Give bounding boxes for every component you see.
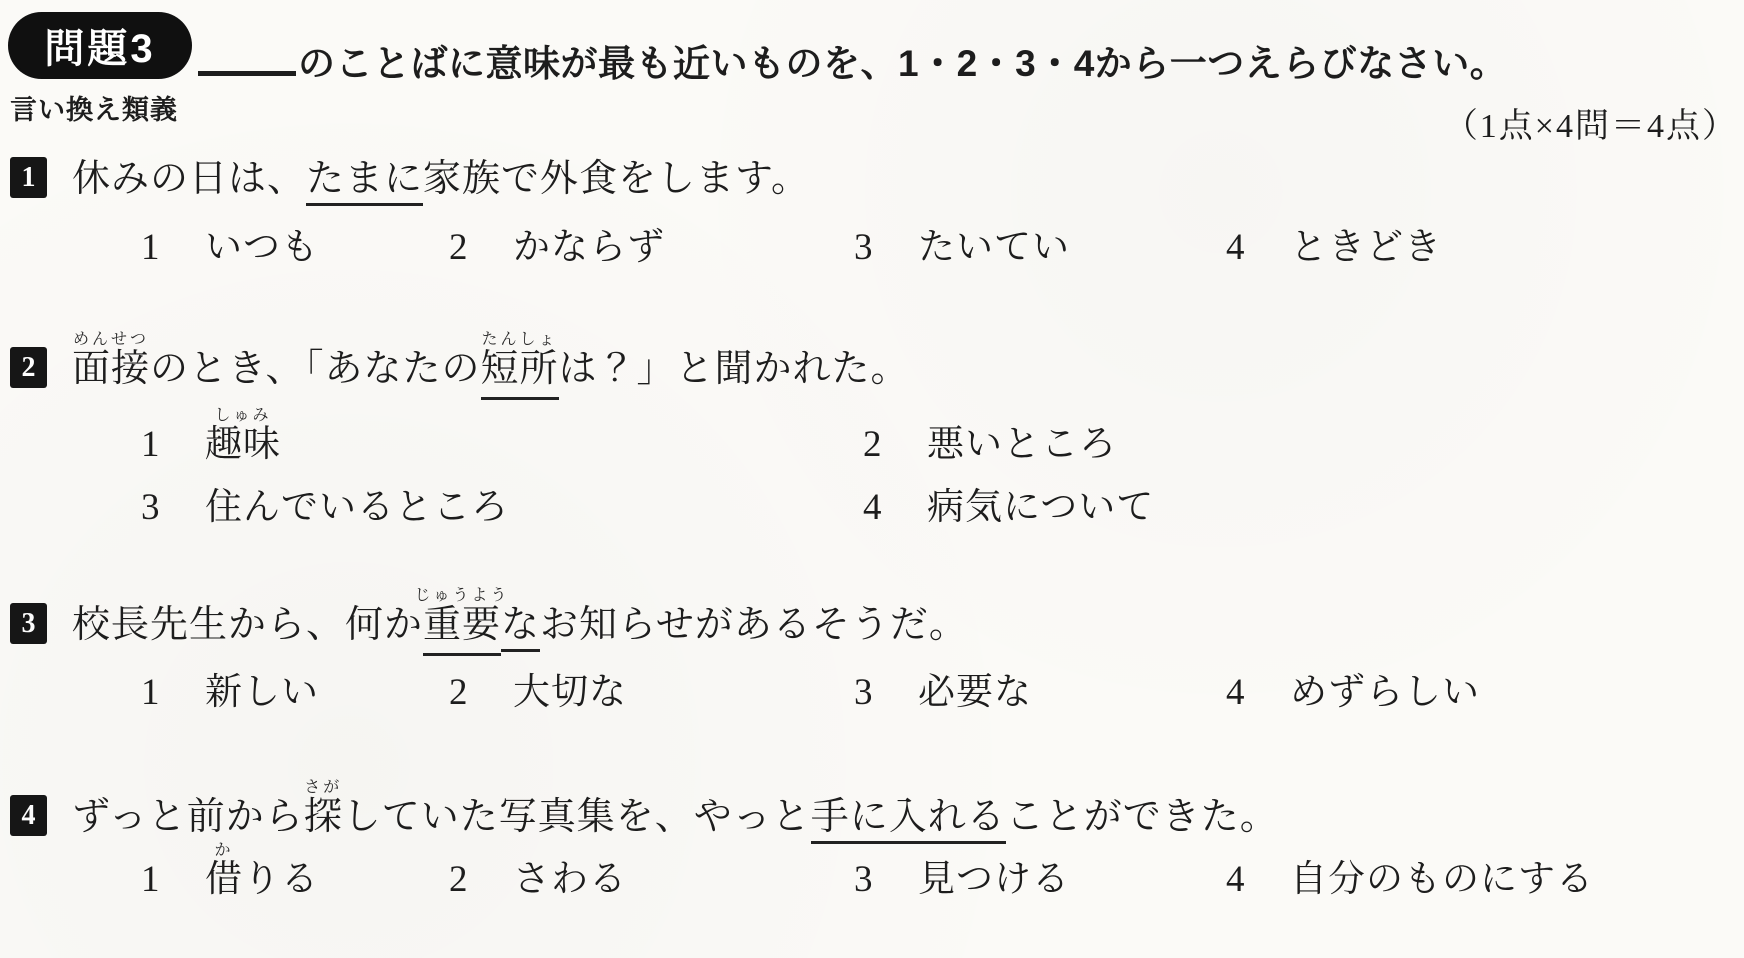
option-number: 3 — [854, 672, 874, 713]
option-text — [918, 855, 1070, 905]
plain-text: りる — [243, 859, 319, 900]
ruby-base: 借 — [205, 859, 243, 900]
plain-text: 校長先生から、何か — [72, 604, 424, 646]
plain-text: さわる — [513, 859, 627, 900]
option-item — [854, 855, 1226, 905]
question-row — [0, 331, 1744, 533]
option-number: 4 — [1226, 672, 1246, 713]
problem-badge-label: 問題3 — [44, 27, 156, 71]
options-grid — [141, 668, 1744, 718]
question-number-badge: 3 — [10, 603, 47, 644]
underlined-text: 手に入れる — [811, 796, 1006, 844]
option-number: 4 — [863, 487, 883, 528]
option-item — [141, 223, 449, 273]
plain-text: かならず — [513, 227, 665, 268]
option-item — [863, 420, 1744, 470]
question-number-badge: 1 — [10, 157, 47, 198]
option-text — [205, 668, 319, 718]
option-item — [854, 668, 1226, 718]
option-text — [513, 855, 627, 905]
plain-text: ことができた。 — [1005, 796, 1279, 838]
option-number: 4 — [1226, 859, 1246, 900]
options-grid — [141, 842, 1744, 905]
option-text — [1290, 223, 1442, 273]
ruby-base: 趣味 — [205, 424, 281, 465]
furigana: か — [214, 842, 234, 859]
option-item — [854, 223, 1226, 273]
option-item — [141, 668, 449, 718]
option-item — [449, 855, 854, 905]
ruby-base: 重要 — [423, 604, 502, 646]
option-item — [863, 483, 1744, 533]
question-number-badge: 2 — [10, 347, 47, 388]
option-text — [205, 842, 319, 905]
problem-subtitle: 言い換え類義 — [10, 95, 178, 125]
option-text — [513, 223, 665, 273]
option-number: 2 — [863, 424, 883, 465]
instruction-line — [198, 33, 1507, 87]
problem-number-badge — [10, 14, 190, 77]
furigana: たんしょ — [481, 331, 558, 348]
plain-text: していた写真集を、やっと — [342, 796, 811, 838]
option-text — [205, 483, 509, 533]
option-item — [141, 407, 863, 470]
option-item — [1226, 855, 1744, 905]
option-number: 1 — [141, 424, 161, 465]
option-number: 2 — [449, 859, 469, 900]
option-number: 4 — [1226, 227, 1246, 268]
option-item — [449, 223, 854, 273]
question-row — [0, 587, 1744, 718]
furigana: めんせつ — [72, 331, 150, 348]
option-number: 3 — [854, 859, 874, 900]
plain-text: 大切な — [513, 672, 627, 713]
question-number-badge: 4 — [10, 795, 47, 836]
question-sentence — [72, 331, 1744, 400]
option-text — [927, 420, 1117, 470]
plain-text: 自分のものにする — [1290, 859, 1594, 900]
option-text — [205, 223, 319, 273]
option-number: 3 — [854, 227, 874, 268]
plain-text: 必要な — [918, 672, 1032, 713]
plain-text — [72, 331, 151, 394]
ruby-base: 面接 — [72, 348, 151, 390]
option-item — [449, 668, 854, 718]
option-text — [1290, 668, 1480, 718]
plain-text — [205, 842, 243, 905]
underlined-text — [414, 587, 510, 656]
option-text — [918, 668, 1032, 718]
plain-text: お知らせがあるそうだ。 — [540, 604, 968, 646]
option-item — [1226, 223, 1744, 273]
plain-text: たいてい — [918, 227, 1070, 268]
question-row — [0, 779, 1744, 905]
plain-text: いつも — [205, 227, 319, 268]
option-number: 1 — [141, 227, 161, 268]
plain-text: は？」と聞かれた。 — [558, 348, 910, 390]
plain-text: 家族で外食をします。 — [423, 158, 810, 200]
plain-text: めずらしい — [1290, 672, 1480, 713]
instruction-text: のことばに意味が最も近いものを、1・2・3・4から一つえらびなさい。 — [298, 43, 1508, 84]
plain-text: 住んでいるところ — [205, 487, 509, 528]
option-text — [513, 668, 627, 718]
question-row — [0, 154, 1744, 273]
plain-text: ときどき — [1290, 227, 1442, 268]
question-sentence — [72, 779, 1744, 842]
plain-text — [303, 779, 343, 842]
option-number: 2 — [449, 672, 469, 713]
option-text — [918, 223, 1070, 273]
option-number: 1 — [141, 672, 161, 713]
plain-text: のとき、「あなたの — [150, 348, 481, 390]
options-grid — [141, 223, 1744, 273]
blank-underline — [198, 39, 296, 76]
plain-text: 休みの日は、 — [72, 158, 307, 200]
ruby-base: 探 — [303, 796, 343, 838]
furigana: さが — [304, 779, 343, 796]
plain-text: 病気について — [927, 487, 1155, 528]
furigana: じゅうよう — [414, 587, 510, 604]
plain-text: 新しい — [205, 672, 319, 713]
plain-text: ずっと前から — [72, 796, 304, 838]
option-item — [1226, 668, 1744, 718]
option-number: 3 — [141, 487, 161, 528]
question-sentence — [72, 587, 1744, 656]
option-text — [927, 483, 1154, 533]
ruby-base: 短所 — [480, 348, 559, 390]
question-sentence — [72, 154, 1744, 204]
option-number: 2 — [449, 227, 469, 268]
furigana: しゅみ — [214, 407, 272, 424]
options-grid — [141, 407, 1744, 533]
plain-text: 見つける — [918, 859, 1070, 900]
underlined-text: たまに — [306, 158, 423, 206]
option-item — [141, 842, 449, 905]
plain-text: 悪いところ — [927, 424, 1117, 465]
underlined-text: な — [501, 604, 540, 652]
points-note: （1点×4問＝4点） — [1443, 108, 1738, 145]
plain-text — [205, 407, 281, 470]
option-text — [205, 407, 281, 470]
option-number: 1 — [141, 859, 161, 900]
underlined-text — [480, 331, 559, 400]
option-text — [1290, 855, 1594, 905]
option-item — [141, 483, 863, 533]
